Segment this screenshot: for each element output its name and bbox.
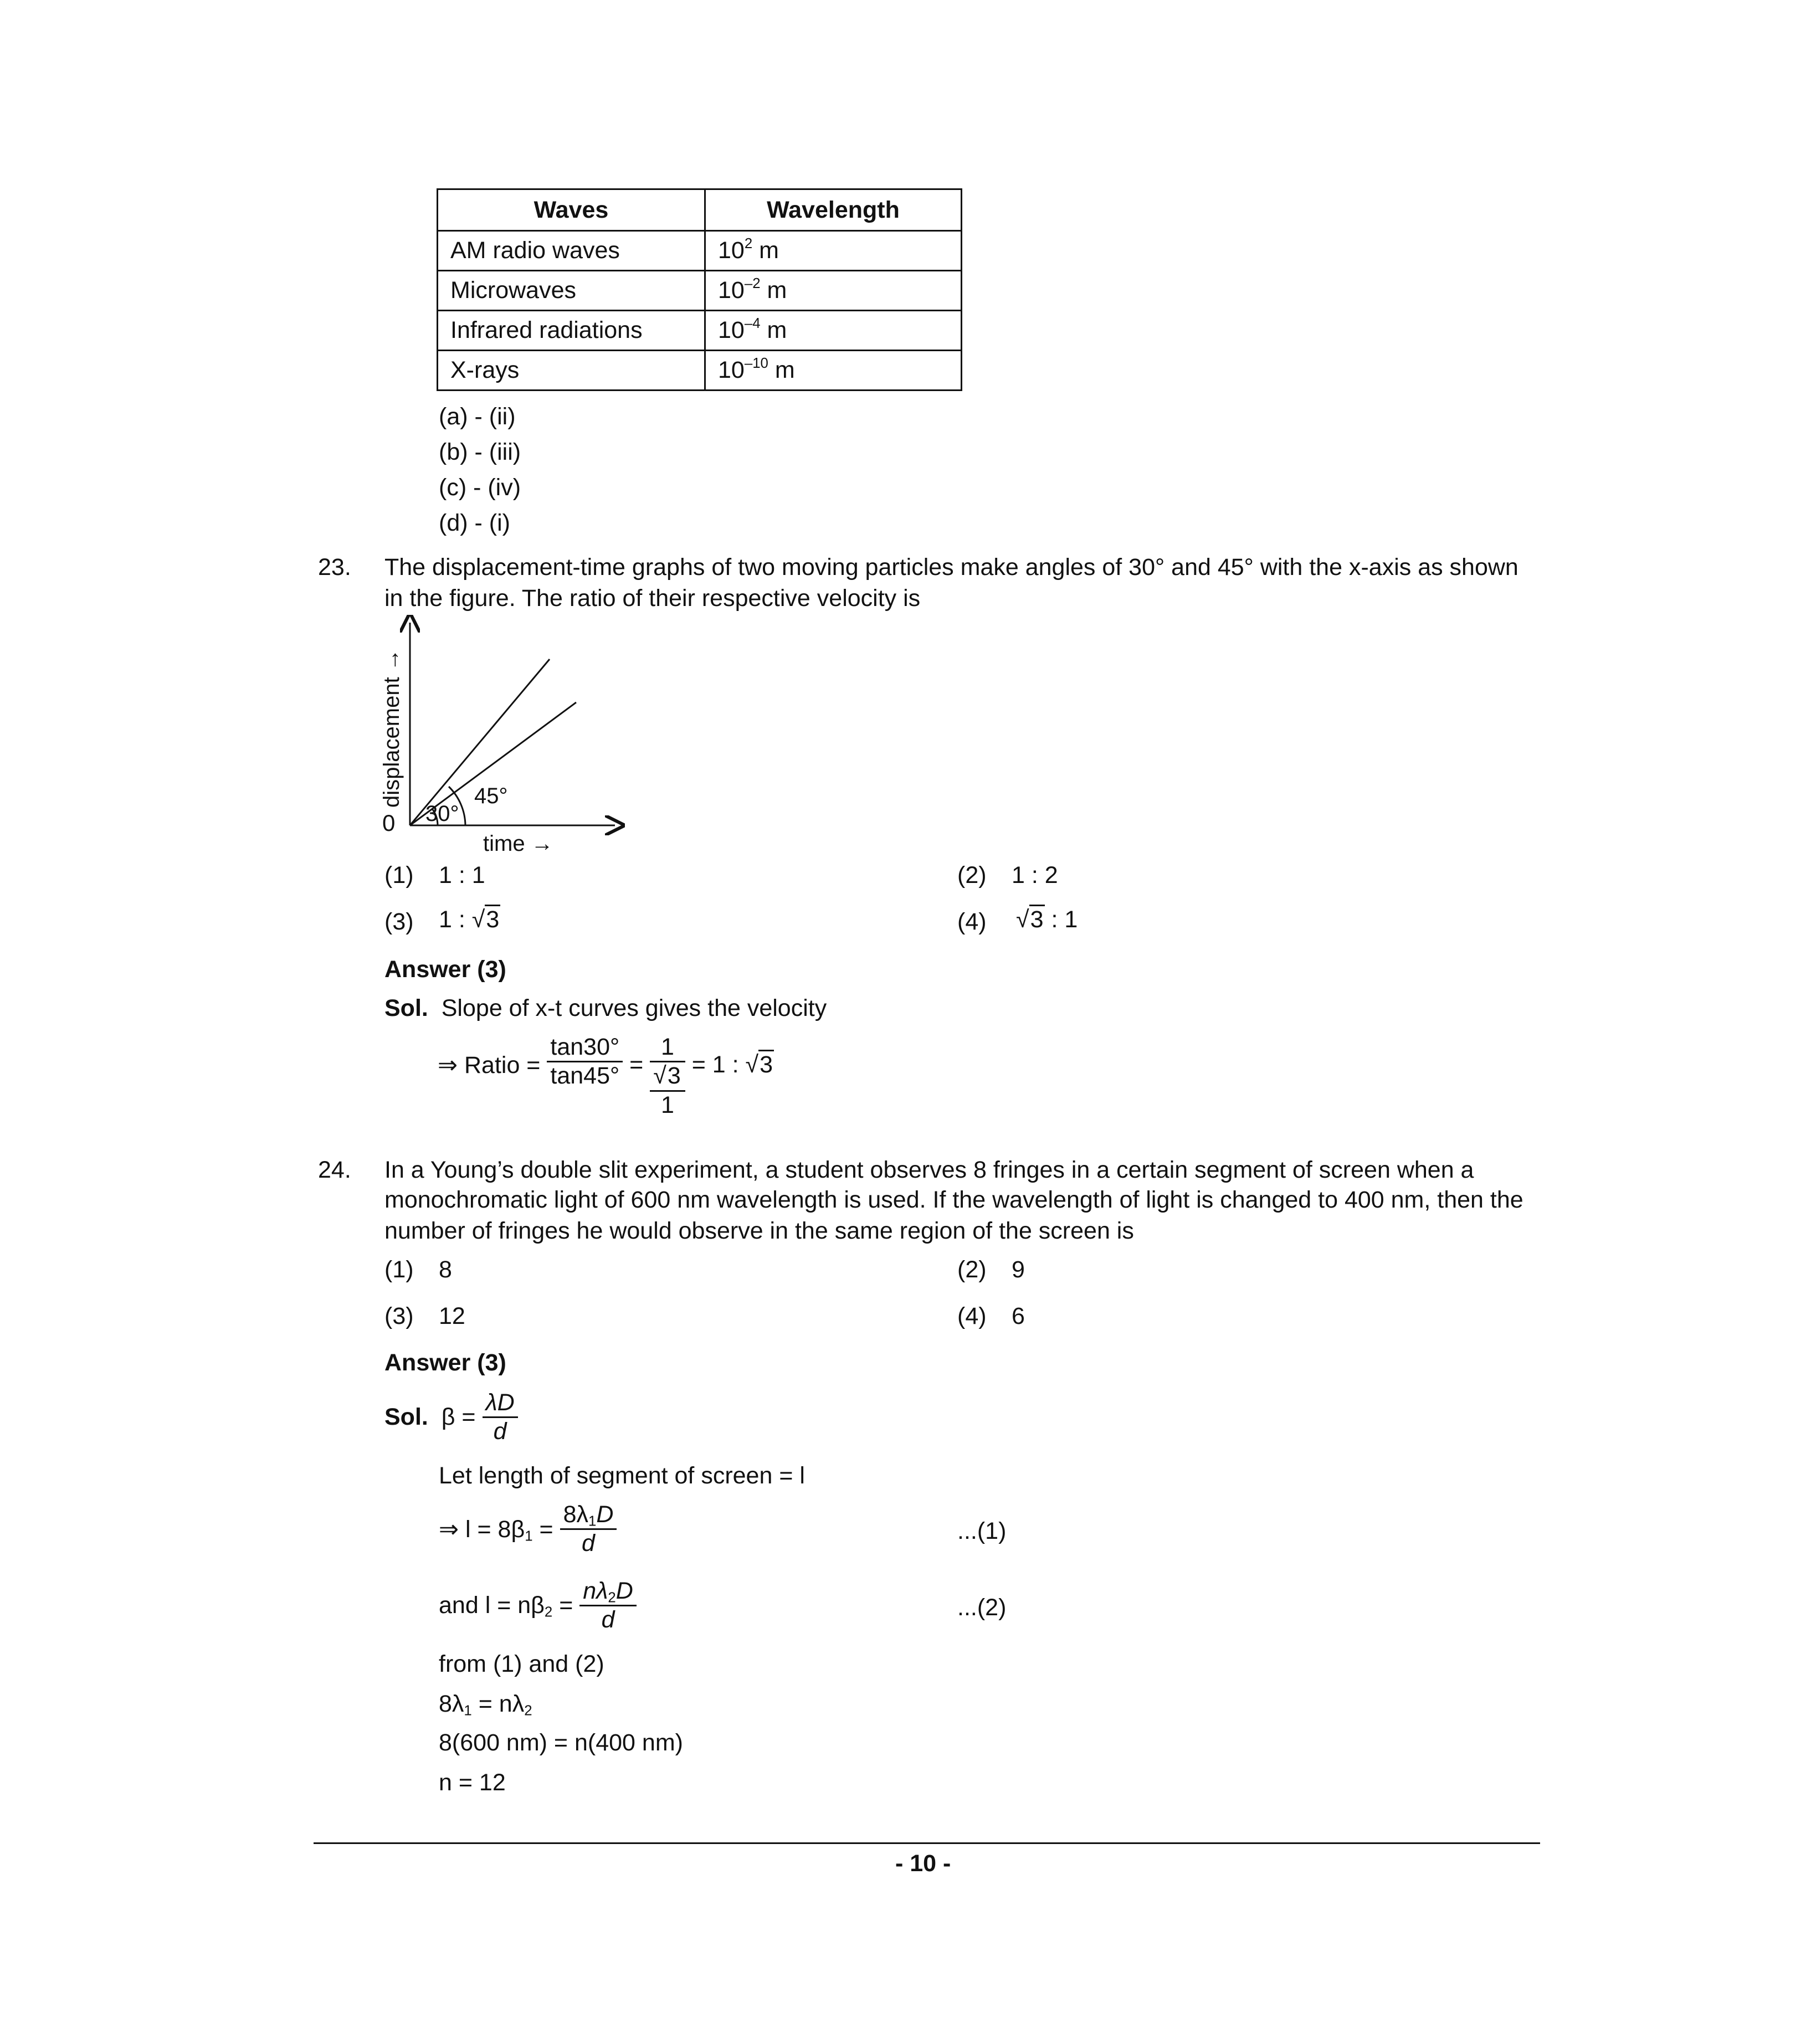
solution-line: Sol. Slope of x-t curves gives the velocity [384, 995, 827, 1021]
table-cell-wave: AM radio waves [438, 231, 705, 271]
match-option: (a) - (ii) [439, 403, 516, 430]
displacement-time-graph [366, 615, 632, 859]
answer-label: Answer (3) [384, 1349, 506, 1376]
match-option: (c) - (iv) [439, 474, 521, 501]
option-label: (1) [384, 862, 414, 889]
question-text: in the figure. The ratio of their respective velocity is [384, 585, 921, 612]
question-text: In a Young’s double slit experiment, a student observes 8 fringes in a certain segment of screen when a [384, 1157, 1474, 1183]
y-axis-label: displacement → [379, 649, 404, 808]
option-text: 6 [1012, 1303, 1025, 1329]
option-label: (3) [384, 1303, 414, 1329]
option-label: (4) [957, 1303, 987, 1329]
table-header-wavelength: Wavelength [705, 189, 962, 231]
option-text: √3 : 1 [1016, 906, 1078, 933]
equation-tag: ...(2) [957, 1594, 1007, 1621]
x-axis-label: time → [483, 831, 553, 856]
table-header-row [438, 189, 962, 231]
angle-30-label: 30° [425, 802, 459, 826]
table-cell-wave: X-rays [438, 351, 705, 391]
table-cell-wavelength: $10^2$ m [705, 231, 962, 271]
question-text: number of fringes he would observe in the same region of the screen is [384, 1218, 1134, 1244]
option-label: (3) [384, 908, 414, 935]
option-text: 1 : √3 [439, 906, 500, 933]
table-cell-wavelength: $10^{-4}$ m [705, 311, 962, 351]
question-text: The displacement-time graphs of two moving particles make angles of 30° and 45° with the x-axis as shown [384, 554, 1518, 581]
option-text: 1 : 1 [439, 862, 485, 889]
origin-label: 0 [382, 810, 396, 836]
option-label: (1) [384, 1256, 414, 1283]
footer-rule [314, 1842, 1540, 1844]
option-text: 1 : 2 [1012, 862, 1058, 889]
option-label: (2) [957, 1256, 987, 1283]
option-text: 8 [439, 1256, 452, 1283]
ratio-equation: ⇒ Ratio = $\frac{\tan 30^\circ}{\tan 45^\circ}$ = 1 √3 1 = 1 : √3 [438, 1034, 773, 1118]
solution-line: Let length of segment of screen = l [439, 1462, 805, 1489]
answer-label: Answer (3) [384, 956, 506, 983]
table-row [438, 271, 962, 311]
question-number: 24. [318, 1157, 351, 1183]
option-label: (2) [957, 862, 987, 889]
table-row [438, 311, 962, 351]
match-option: (d) - (i) [439, 510, 510, 536]
option-label: (4) [957, 908, 987, 935]
solution-line: 8(600 nm) = n(400 nm) [439, 1729, 683, 1756]
option-text: 12 [439, 1303, 465, 1329]
option-text: 9 [1012, 1256, 1025, 1283]
question-number: 23. [318, 554, 351, 581]
equation-2: and $l = n\beta_2$ = $\frac{n\lambda_2D}{d}$ [439, 1578, 637, 1634]
match-option: (b) - (iii) [439, 439, 521, 465]
beta-equation: Sol. β = $\frac{\lambda D}{d}$ [384, 1389, 518, 1446]
equation-1: ⇒ $l = 8\beta_1$ = $\frac{8\lambda_1D}{d}$ [439, 1501, 617, 1558]
angle-45-label: 45° [474, 784, 508, 808]
table-cell-wavelength: $10^{-2}$ m [705, 271, 962, 311]
table-cell-wavelength: $10^{-10}$ m [705, 351, 962, 391]
table-row [438, 231, 962, 271]
table-cell-wave: Infrared radiations [438, 311, 705, 351]
table-row [438, 351, 962, 391]
question-text: monochromatic light of 600 nm wavelength is used. If the wavelength of light is changed to 400 nm, then the [384, 1187, 1523, 1213]
solution-line: n = 12 [439, 1769, 506, 1796]
solution-line: $8\lambda_1 = n\lambda_2$ [439, 1691, 532, 1719]
solution-line: from (1) and (2) [439, 1651, 604, 1677]
page-number: - 10 - [895, 1850, 951, 1877]
equation-tag: ...(1) [957, 1518, 1007, 1544]
table-cell-wave: Microwaves [438, 271, 705, 311]
table-header-waves: Waves [438, 189, 705, 231]
wavelength-table [437, 188, 962, 391]
